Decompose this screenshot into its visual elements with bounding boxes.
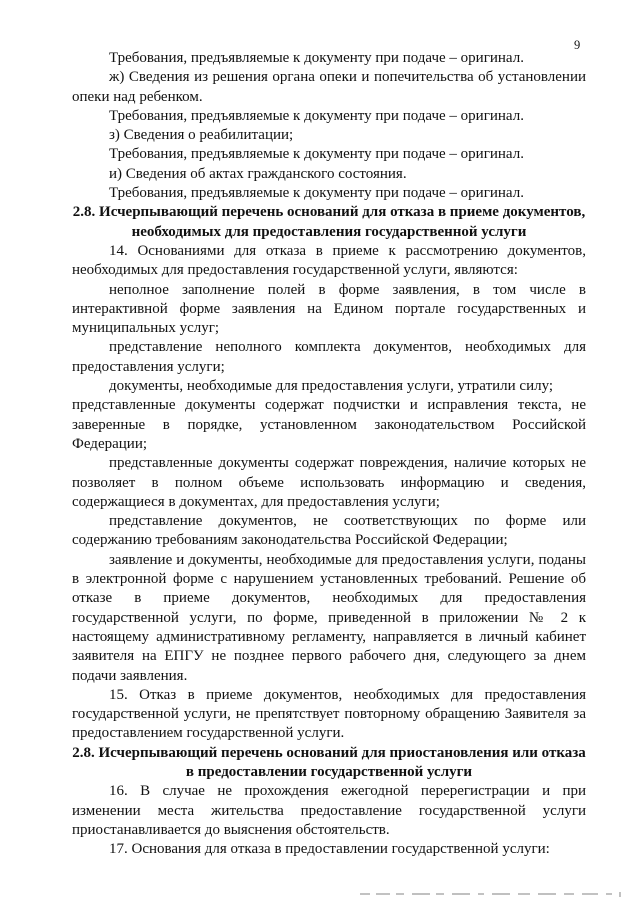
paragraph: ж) Сведения из решения органа опеки и попечительства об установлении опеки над ребенком. bbox=[72, 69, 586, 105]
paragraph: 15. Отказ в приеме документов, необходимых для предоставления государственной услуги, не препятствует повторному обращению Заявителя за предоставлением государственной услуги. bbox=[72, 686, 586, 742]
section-heading: 2.8. Исчерпывающий перечень оснований для приостановления или отказа в предоставлении государственной услуги bbox=[72, 744, 586, 780]
paragraph: представленные документы содержат повреждения, наличие которых не позволяет в полном объеме использовать информацию и сведения, содержащиеся в документах, для предоставления услуги; bbox=[72, 455, 586, 510]
page-number: 9 bbox=[574, 38, 581, 52]
paragraph: неполное заполнение полей в форме заявления, в том числе в интерактивной форме заявления на Едином портале государственных и муниципальных услуг; bbox=[72, 281, 586, 337]
paragraph: Требования, предъявляемые к документу при подаче – оригинал. bbox=[109, 107, 524, 124]
section-heading: 2.8. Исчерпывающий перечень оснований для отказа в приеме документов, необходимых для предоставления государственной услуги bbox=[72, 204, 586, 240]
paragraph: Требования, предъявляемые к документу при подаче – оригинал. bbox=[109, 185, 524, 202]
paragraph: представление неполного комплекта документов, необходимых для предоставления услуги; bbox=[72, 339, 586, 375]
paragraph: 17. Основания для отказа в предоставлении государственной услуги: bbox=[109, 841, 550, 858]
paragraph: представление документов, не соответствующих по форме или содержанию требованиям законодательства Российской Федерации; bbox=[72, 513, 586, 549]
paragraph: представленные документы содержат подчистки и исправления текста, не заверенные в порядке, установленном законодательством Российской Федерации; bbox=[72, 397, 586, 452]
paragraph: и) Сведения об актах гражданского состояния. bbox=[109, 165, 407, 182]
paragraph: 14. Основаниями для отказа в приеме к рассмотрению документов, необходимых для предоставления государственной услуги, являются: bbox=[72, 242, 586, 279]
paragraph: заявление и документы, необходимые для предоставления услуги, поданы в электронной форме с нарушением установленных требований. Решение об отказе в приеме документов, необходимых для предоставления государственной услуги, по форме, приведенной в приложении № 2 к настоящему административному регламенту, направляется в личный кабинет заявителя на ЕПГУ не позднее первого рабочего дня, следующего за днем подачи заявления. bbox=[72, 551, 586, 684]
scan-edge-marks bbox=[360, 891, 628, 897]
paragraph: Требования, предъявляемые к документу при подаче – оригинал. bbox=[109, 50, 524, 66]
paragraph: документы, необходимые для предоставления услуги, утратили силу; bbox=[109, 378, 554, 395]
paragraph: Требования, предъявляемые к документу при подаче – оригинал. bbox=[109, 146, 524, 163]
paragraph: з) Сведения о реабилитации; bbox=[109, 127, 294, 144]
paragraph: 16. В случае не прохождения ежегодной перерегистрации и при изменении места жительства предоставление государственной услуги приостанавливается до выяснения обстоятельств. bbox=[72, 783, 586, 838]
document-body bbox=[72, 49, 586, 859]
